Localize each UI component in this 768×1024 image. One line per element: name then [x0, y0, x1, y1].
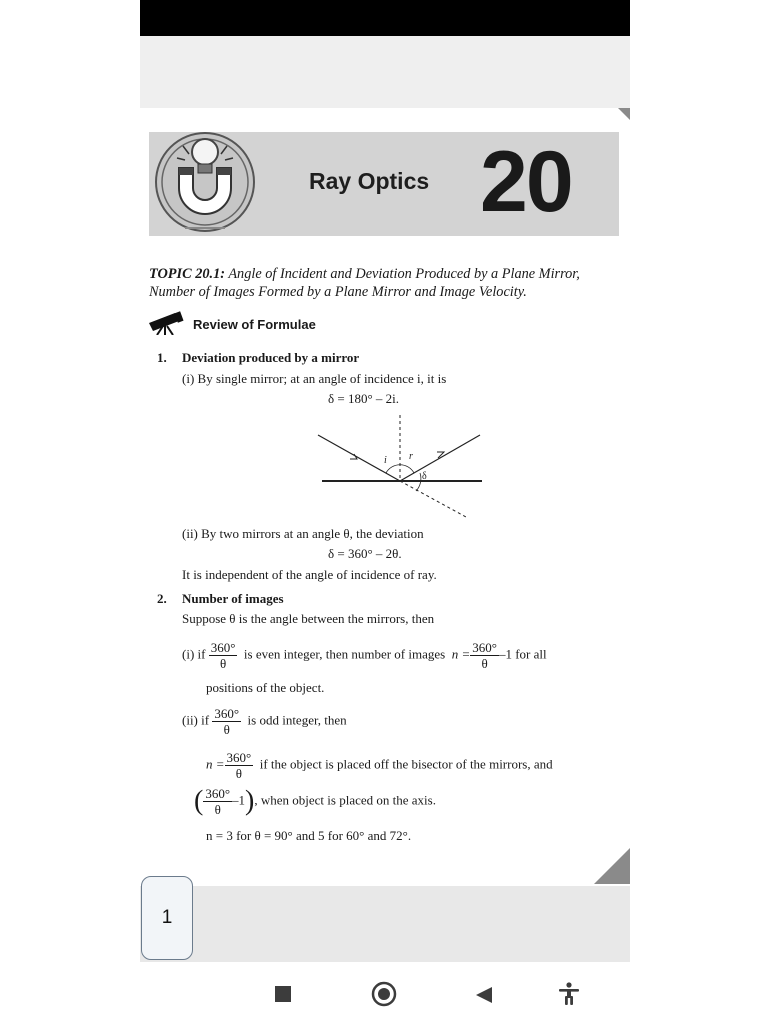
even-case-text: is even integer, then number of images [243, 646, 446, 662]
page-corner-fold [618, 108, 630, 120]
off-bisector-line [206, 750, 553, 781]
back-triangle-icon [476, 987, 492, 1003]
home-button[interactable] [371, 981, 397, 1007]
even-case-continuation: positions of the object. [206, 680, 325, 695]
viewer-bottom-margin [140, 886, 630, 962]
odd-case-text: is odd integer, then [247, 712, 347, 728]
recent-apps-button[interactable] [274, 985, 292, 1003]
even-case-n: n = [451, 646, 471, 662]
section-title-2: Number of images [182, 591, 284, 606]
fraction-360-theta: $\frac{360^\circ}{\theta}$ [472, 640, 497, 671]
on-axis-text: , when object is placed on the axis. [254, 792, 436, 808]
back-button[interactable] [474, 985, 494, 1005]
topic-label: TOPIC 20.1: [149, 266, 225, 282]
reflection-diagram [314, 413, 490, 521]
item-two-mirrors: (ii) By two mirrors at an angle θ, the deviation [182, 526, 424, 541]
fraction-360-theta: $\frac{360^\circ}{\theta}$ [226, 750, 252, 781]
home-circle-icon [373, 983, 395, 1005]
on-axis-line: ( $\frac{360^\circ}{\theta}$ –1), when object is placed on the axis. [194, 785, 436, 817]
diagram-label-delta: δ [422, 471, 427, 482]
chapter-title: Ray Optics [309, 168, 430, 194]
fraction-360-theta: $\frac{360^\circ}{\theta}$ [205, 786, 231, 817]
odd-case-line [182, 706, 347, 737]
diagram-label-i: i [384, 455, 387, 466]
odd-case-prefix: (ii) if [182, 712, 210, 728]
formula-single-mirror: δ = 180° – 2i. [328, 391, 400, 406]
telescope-icon [147, 311, 185, 335]
page-corner-fold [594, 848, 630, 884]
item-single-mirror: (i) By single mirror; at an angle of incidence i, it is [182, 371, 447, 386]
chapter-number: 20 [480, 134, 572, 230]
n-equals: n = [206, 756, 225, 772]
fraction-360-theta: $\frac{360^\circ}{\theta}$ [214, 706, 240, 737]
even-case-line [182, 640, 547, 671]
formula-two-mirrors: δ = 360° – 2θ. [328, 546, 402, 561]
diagram-label-r: r [409, 451, 413, 462]
status-bar [140, 0, 630, 36]
images-intro: Suppose θ is the angle between the mirrors, then [182, 611, 435, 626]
page-number-indicator[interactable]: 1 [141, 876, 193, 960]
magnet-bulb-logo [149, 132, 261, 236]
even-case-suffix: –1 for all [498, 646, 547, 662]
section-number-2: 2. [157, 591, 167, 606]
section-title-1: Deviation produced by a mirror [182, 350, 360, 365]
fraction-360-theta: $\frac{360^\circ}{\theta}$ [210, 640, 236, 671]
accessibility-button[interactable] [558, 982, 580, 1006]
image-count-examples: n = 3 for θ = 90° and 5 for 60° and 72°. [206, 828, 412, 843]
square-icon [275, 986, 291, 1002]
accessibility-icon [559, 982, 579, 1005]
review-heading: Review of Formulae [193, 317, 316, 332]
section-number-1: 1. [157, 350, 167, 365]
minus-one: –1 [232, 792, 246, 808]
viewer-top-margin [140, 36, 630, 108]
independence-note: It is independent of the angle of incidence of ray. [182, 567, 437, 582]
off-bisector-text: if the object is placed off the bisector of the mirrors, and [259, 756, 553, 772]
topic-text: Angle of Incident and Deviation Produced by a Plane Mirror, Number of Images Formed by a Plane Mirror and Image Velocity. [149, 266, 580, 300]
navigation-bar [0, 962, 768, 1024]
even-case-prefix: (i) if [182, 646, 206, 662]
topic-heading [149, 265, 619, 301]
